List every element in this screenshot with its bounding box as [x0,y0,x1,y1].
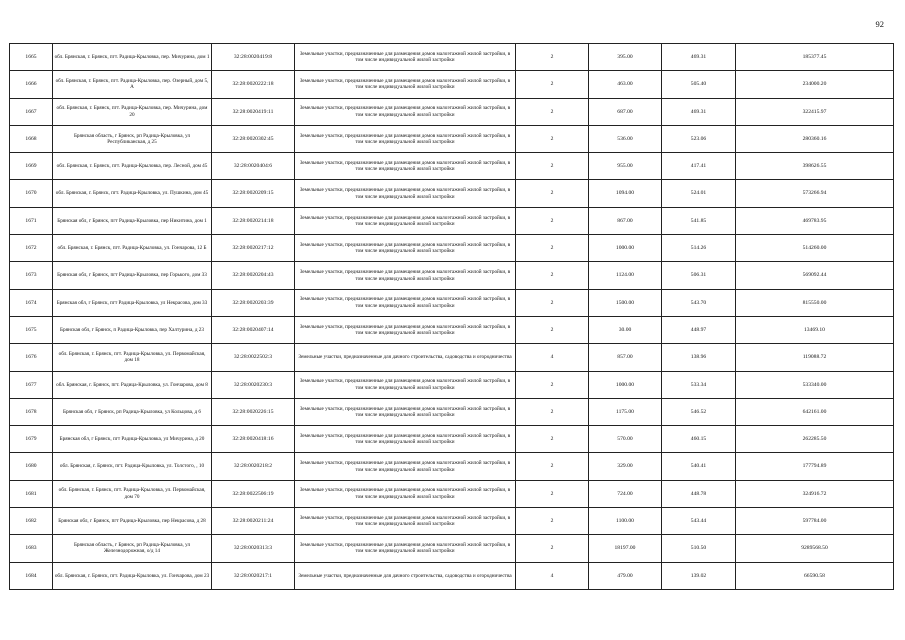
table-row [10,125,894,152]
address-cell: обл. Брянская, г. Брянск, пгт. Радица-Крыловка, ул. Гончарова, дом 23 [53,562,212,589]
cadastral-value-cell: 234000.20 [736,71,894,98]
row-number-cell: 1681 [10,480,53,507]
specific-value-cell: 514.26 [662,235,736,262]
cadastral-number-cell: 32:28:0020407:14 [212,316,295,343]
land-purpose-cell: Земельные участки, предназначенные для размещения домов малоэтажной жилой застройки, в том числе индивидуальной жилой застройки [295,371,516,398]
row-number-cell: 1684 [10,562,53,589]
row-number-cell: 1671 [10,207,53,234]
land-purpose-cell: Земельные участки, предназначенные для дачного строительства, садоводства и огородничества [295,344,516,371]
land-purpose-cell: Земельные участки, предназначенные для размещения домов малоэтажной жилой застройки, в том числе индивидуальной жилой застройки [295,180,516,207]
row-number-cell: 1669 [10,153,53,180]
specific-value-cell: 543.44 [662,508,736,535]
area-cell: 1124.00 [589,262,662,289]
cadastral-value-cell: 597784.00 [736,508,894,535]
specific-value-cell: 506.31 [662,262,736,289]
cadastral-value-cell: 533340.00 [736,371,894,398]
table-row [10,207,894,234]
cadastral-number-cell: 32:28:0020230:3 [212,371,295,398]
address-cell: обл. Брянская, г. Брянск, пгт. Радица-Крыловка, ул. Первомайская, дом 70 [53,480,212,507]
group-code-cell: 2 [516,98,589,125]
specific-value-cell: 138.96 [662,344,736,371]
address-cell: Брянская обл, г Брянск, рп Радица-Крыловка, ул Кольцова, д 6 [53,398,212,425]
address-cell: Брянская обл, г Брянск, п Радица-Крыловка, пер Халтурина, д 23 [53,316,212,343]
cadastral-value-cell: 573266.94 [736,180,894,207]
row-number-cell: 1665 [10,44,53,71]
address-cell: Брянская обл, г Брянск, пгт Радица-Крыловка, пер Некрасова, д 28 [53,508,212,535]
group-code-cell: 2 [516,125,589,152]
row-number-cell: 1666 [10,71,53,98]
area-cell: 479.00 [589,562,662,589]
specific-value-cell: 139.02 [662,562,736,589]
area-cell: 1094.00 [589,180,662,207]
row-number-cell: 1675 [10,316,53,343]
cadastral-number-cell: 32:28:0020214:18 [212,207,295,234]
cadastral-number-cell: 32:28:0020211:24 [212,508,295,535]
area-cell: 867.00 [589,207,662,234]
land-purpose-cell: Земельные участки, предназначенные для размещения домов малоэтажной жилой застройки, в том числе индивидуальной жилой застройки [295,535,516,562]
land-purpose-cell: Земельные участки, предназначенные для размещения домов малоэтажной жилой застройки, в том числе индивидуальной жилой застройки [295,71,516,98]
area-cell: 1000.00 [589,371,662,398]
row-number-cell: 1667 [10,98,53,125]
row-number-cell: 1683 [10,535,53,562]
group-code-cell: 2 [516,508,589,535]
group-code-cell: 2 [516,235,589,262]
specific-value-cell: 546.52 [662,398,736,425]
cadastral-number-cell: 32:28:0020217:12 [212,235,295,262]
address-cell: Брянская обл, г Брянск, пгт Радица-Крыловка, пер Никитина, дом 1 [53,207,212,234]
specific-value-cell: 543.70 [662,289,736,316]
specific-value-cell: 469.31 [662,44,736,71]
cadastral-value-cell: 642161.00 [736,398,894,425]
area-cell: 395.00 [589,44,662,71]
group-code-cell: 2 [516,371,589,398]
cadastral-number-cell: 32:28:0020222:18 [212,71,295,98]
area-cell: 1500.00 [589,289,662,316]
land-purpose-cell: Земельные участки, предназначенные для размещения домов малоэтажной жилой застройки, в том числе индивидуальной жилой застройки [295,44,516,71]
cadastral-number-cell: 32:28:0020313:3 [212,535,295,562]
area-cell: 329.00 [589,453,662,480]
area-cell: 570.00 [589,426,662,453]
cadastral-value-cell: 514260.00 [736,235,894,262]
land-purpose-cell: Земельные участки, предназначенные для размещения домов малоэтажной жилой застройки, в том числе индивидуальной жилой застройки [295,480,516,507]
table-row [10,180,894,207]
table-row [10,562,894,589]
area-cell: 1175.00 [589,398,662,425]
group-code-cell: 2 [516,153,589,180]
address-cell: обл. Брянская, г. Брянск, пгт. Радица-Крыловка, ул. Гончарова, 12 Б [53,235,212,262]
area-cell: 687.00 [589,98,662,125]
group-code-cell: 4 [516,344,589,371]
address-cell: Брянская область, г Брянск, рп Радица-Крыловка, ул Республиканская, д 25 [53,125,212,152]
address-cell: обл. Брянская, г. Брянск, пгт. Радица-Крыловка, пер. Мичурина, дом 20 [53,98,212,125]
address-cell: Брянская обл, г Брянск, пгт Радица-Крыловка, пер Горького, дом 33 [53,262,212,289]
specific-value-cell: 505.40 [662,71,736,98]
group-code-cell: 2 [516,316,589,343]
row-number-cell: 1672 [10,235,53,262]
specific-value-cell: 524.01 [662,180,736,207]
group-code-cell: 2 [516,207,589,234]
address-cell: обл. Брянская, г. Брянск, пгт. Радица-Крыловка, ул. Первомайская, дом 18 [53,344,212,371]
cadastral-number-cell: 32:28:0020404:6 [212,153,295,180]
cadastral-number-cell: 32:28:0020217:1 [212,562,295,589]
cadastral-number-cell: 32:28:0020209:15 [212,180,295,207]
cadastral-value-cell: 815550.00 [736,289,894,316]
cadastral-value-cell: 569092.44 [736,262,894,289]
table-row [10,235,894,262]
cadastral-value-cell: 398626.55 [736,153,894,180]
land-purpose-cell: Земельные участки, предназначенные для размещения домов малоэтажной жилой застройки, в том числе индивидуальной жилой застройки [295,426,516,453]
land-purpose-cell: Земельные участки, предназначенные для размещения домов малоэтажной жилой застройки, в том числе индивидуальной жилой застройки [295,316,516,343]
cadastral-number-cell: 32:28:0022502:3 [212,344,295,371]
table-row [10,316,894,343]
area-cell: 536.00 [589,125,662,152]
address-cell: обл. Брянская, г. Брянск, пгт. Радица-Крыловка, пер. Озерный, дом 5, А [53,71,212,98]
group-code-cell: 2 [516,453,589,480]
cadastral-value-cell: 9289568.50 [736,535,894,562]
group-code-cell: 4 [516,562,589,589]
row-number-cell: 1674 [10,289,53,316]
cadastral-value-cell: 66590.58 [736,562,894,589]
cadastral-value-cell: 280360.16 [736,125,894,152]
row-number-cell: 1677 [10,371,53,398]
cadastral-value-cell: 469783.95 [736,207,894,234]
table-row [10,98,894,125]
cadastral-value-cell: 324916.72 [736,480,894,507]
row-number-cell: 1670 [10,180,53,207]
address-cell: обл. Брянская, г. Брянск, пгт. Радица-Крыловка, ул. Толстого, , 10 [53,453,212,480]
address-cell: обл. Брянская, г. Брянск, пгт. Радица-Крыловка, ул. Гончарова, дом 8 [53,371,212,398]
group-code-cell: 2 [516,289,589,316]
cadastral-value-cell: 177794.89 [736,453,894,480]
row-number-cell: 1678 [10,398,53,425]
land-purpose-cell: Земельные участки, предназначенные для размещения домов малоэтажной жилой застройки, в том числе индивидуальной жилой застройки [295,398,516,425]
cadastral-number-cell: 32:28:0022506:19 [212,480,295,507]
row-number-cell: 1680 [10,453,53,480]
row-number-cell: 1679 [10,426,53,453]
cadastral-number-cell: 32:28:0020226:15 [212,398,295,425]
cadastral-number-cell: 32:28:0020302:45 [212,125,295,152]
cadastral-number-cell: 32:28:0020218:2 [212,453,295,480]
specific-value-cell: 510.50 [662,535,736,562]
specific-value-cell: 469.31 [662,98,736,125]
group-code-cell: 2 [516,180,589,207]
row-number-cell: 1673 [10,262,53,289]
address-cell: Брянская область, г Брянск, рп Радица-Крыловка, ул Железнодорожная, о/д 14 [53,535,212,562]
table-row [10,71,894,98]
table-row [10,453,894,480]
specific-value-cell: 448.78 [662,480,736,507]
specific-value-cell: 460.15 [662,426,736,453]
table-row [10,508,894,535]
address-cell: Брянская обл, г Брянск, пгт Радица-Крыловка, ул Некрасова, дом 33 [53,289,212,316]
table-row [10,153,894,180]
land-registry-table [9,43,894,590]
page-number: 92 [875,19,884,29]
area-cell: 955.00 [589,153,662,180]
table-row [10,44,894,71]
group-code-cell: 2 [516,398,589,425]
cadastral-value-cell: 119088.72 [736,344,894,371]
group-code-cell: 2 [516,262,589,289]
land-purpose-cell: Земельные участки, предназначенные для размещения домов малоэтажной жилой застройки, в том числе индивидуальной жилой застройки [295,235,516,262]
land-purpose-cell: Земельные участки, предназначенные для размещения домов малоэтажной жилой застройки, в том числе индивидуальной жилой застройки [295,125,516,152]
specific-value-cell: 448.97 [662,316,736,343]
specific-value-cell: 541.85 [662,207,736,234]
cadastral-value-cell: 262285.50 [736,426,894,453]
land-purpose-cell: Земельные участки, предназначенные для размещения домов малоэтажной жилой застройки, в том числе индивидуальной жилой застройки [295,98,516,125]
table-row [10,344,894,371]
land-purpose-cell: Земельные участки, предназначенные для размещения домов малоэтажной жилой застройки, в том числе индивидуальной жилой застройки [295,207,516,234]
area-cell: 1000.00 [589,235,662,262]
land-purpose-cell: Земельные участки, предназначенные для размещения домов малоэтажной жилой застройки, в том числе индивидуальной жилой застройки [295,453,516,480]
table-row [10,426,894,453]
area-cell: 857.00 [589,344,662,371]
row-number-cell: 1682 [10,508,53,535]
table-row [10,480,894,507]
land-purpose-cell: Земельные участки, предназначенные для размещения домов малоэтажной жилой застройки, в том числе индивидуальной жилой застройки [295,508,516,535]
cadastral-value-cell: 322415.97 [736,98,894,125]
area-cell: 30.00 [589,316,662,343]
cadastral-value-cell: 13469.10 [736,316,894,343]
cadastral-number-cell: 32:28:0020204:43 [212,262,295,289]
address-cell: обл. Брянская, г. Брянск, пгт. Радица-Крыловка, ул. Пушкина, дом 45 [53,180,212,207]
address-cell: обл. Брянская, г. Брянск, пгт. Радица-Крыловка, пер. Мичурина, дом 1 [53,44,212,71]
cadastral-number-cell: 32:28:0020419:11 [212,98,295,125]
land-purpose-cell: Земельные участки, предназначенные для дачного строительства, садоводства и огородничества [295,562,516,589]
cadastral-value-cell: 185377.45 [736,44,894,71]
land-purpose-cell: Земельные участки, предназначенные для размещения домов малоэтажной жилой застройки, в том числе индивидуальной жилой застройки [295,262,516,289]
address-cell: обл. Брянская, г. Брянск, пгт. Радица-Крыловка, пер. Лесной, дом 45 [53,153,212,180]
table-row [10,262,894,289]
table-body [10,44,894,590]
group-code-cell: 2 [516,71,589,98]
specific-value-cell: 417.41 [662,153,736,180]
area-cell: 1100.00 [589,508,662,535]
group-code-cell: 2 [516,44,589,71]
table-row [10,371,894,398]
group-code-cell: 2 [516,480,589,507]
area-cell: 463.00 [589,71,662,98]
land-purpose-cell: Земельные участки, предназначенные для размещения домов малоэтажной жилой застройки, в том числе индивидуальной жилой застройки [295,289,516,316]
address-cell: Брянская обл, г Брянск, пгт Радица-Крыловка, ул Мичурина, д 20 [53,426,212,453]
table-row [10,535,894,562]
group-code-cell: 2 [516,535,589,562]
specific-value-cell: 533.34 [662,371,736,398]
group-code-cell: 2 [516,426,589,453]
area-cell: 724.00 [589,480,662,507]
specific-value-cell: 523.06 [662,125,736,152]
area-cell: 18197.00 [589,535,662,562]
row-number-cell: 1676 [10,344,53,371]
land-purpose-cell: Земельные участки, предназначенные для размещения домов малоэтажной жилой застройки, в том числе индивидуальной жилой застройки [295,153,516,180]
specific-value-cell: 540.41 [662,453,736,480]
table-row [10,289,894,316]
table-row [10,398,894,425]
cadastral-number-cell: 32:28:0020203:39 [212,289,295,316]
cadastral-number-cell: 32:28:0020419:8 [212,44,295,71]
row-number-cell: 1668 [10,125,53,152]
cadastral-number-cell: 32:28:0020418:16 [212,426,295,453]
